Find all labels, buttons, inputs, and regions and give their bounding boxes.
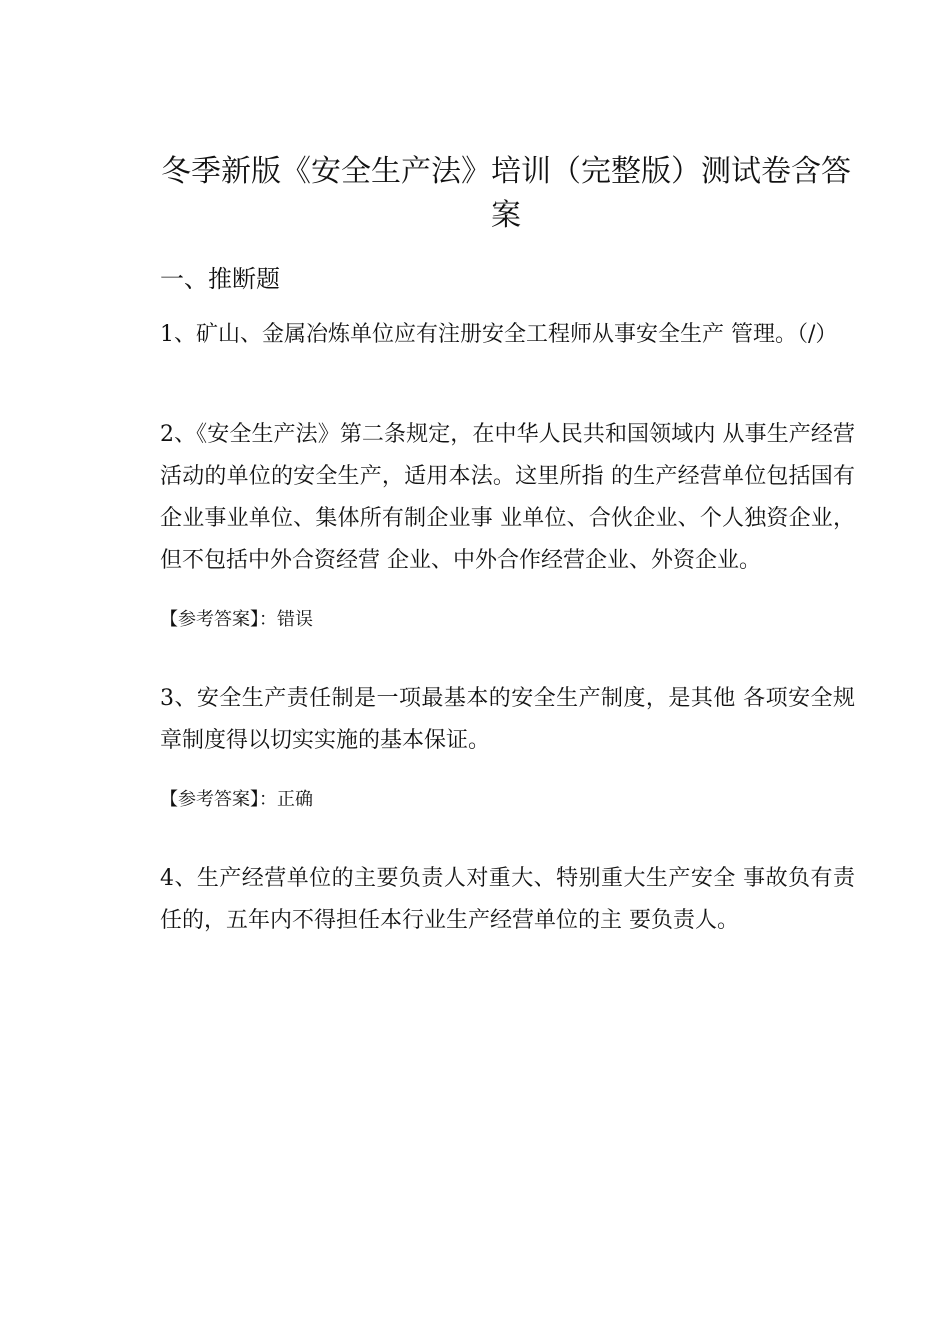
question-2: 2、《安全生产法》第二条规定，在中华人民共和国领域内 从事生产经营活动的单位的安全生产，适用本法。这里所指 的生产经营单位包括国有企业事业单位、集体所有制企业事 业单位、合伙企业、个人独资企业，但不包括中外合资经营 企业、中外合作经营企业、外资企业。 <box>160 422 855 573</box>
answer-2: 【参考答案】：错误 <box>160 609 313 630</box>
answer-3: 【参考答案】：正确 <box>160 789 313 810</box>
question-3: 3、安全生产责任制是一项最基本的安全生产制度，是其他 各项安全规章制度得以切实实施的基本保证。 <box>160 686 855 753</box>
document-page <box>160 150 855 942</box>
section-heading: 一、推断题 <box>160 265 280 293</box>
document-title: 冬季新版《安全生产法》培训（完整版）测试卷含答案 <box>161 154 851 233</box>
question-4: 4、生产经营单位的主要负责人对重大、特别重大生产安全 事故负有责任的，五年内不得担任本行业生产经营单位的主 要负责人。 <box>160 866 855 933</box>
question-1: 1、矿山、金属冶炼单位应有注册安全工程师从事安全生产 管理。（/） <box>160 322 838 347</box>
